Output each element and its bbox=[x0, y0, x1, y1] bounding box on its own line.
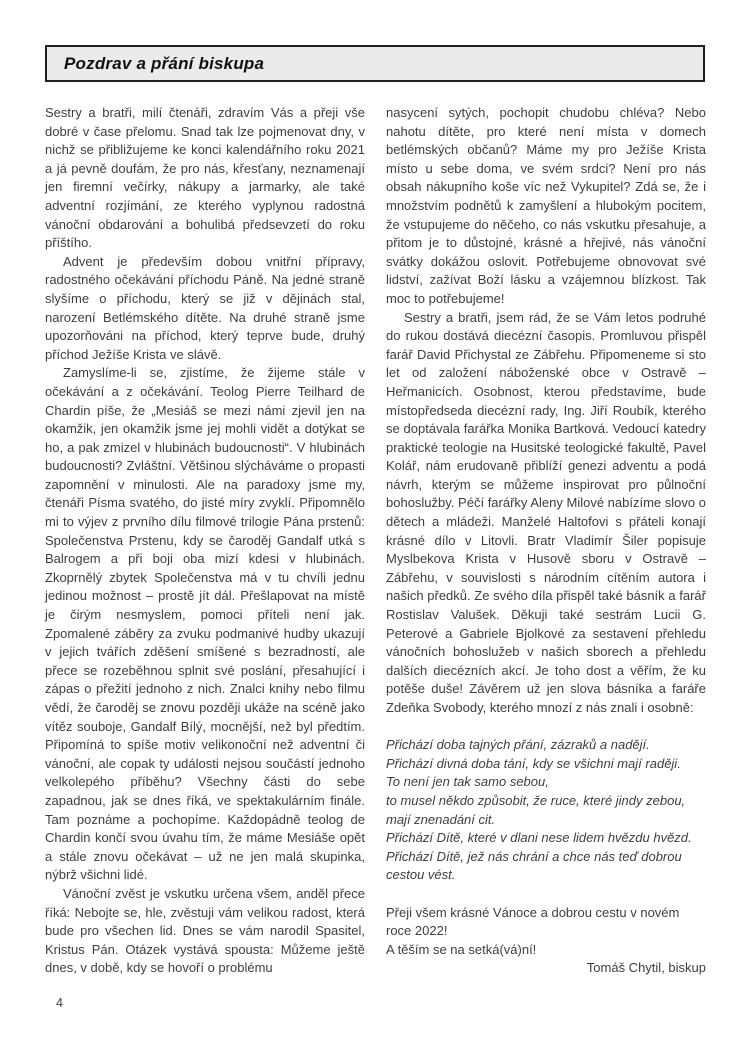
paragraph: Vánoční zvěst je vskutku určena všem, anděl přece říká: Nebojte se, hle, zvěstuji vám velikou radost, která bude pro všechen lid. Dnes se vám narodil Spasitel, Kristus Pán. Otázek vystává spousta: Můžeme ještě dnes, v době, kdy se hovoří o problému bbox=[45, 885, 365, 976]
paragraph: Zamyslíme-li se, zjistíme, že žijeme stále v očekávání a z očekávání. Teolog Pierre Teilhard de Chardin píše, že „Mesiáš se mezi námi zjevil jen na okamžik, jen okamžik jsme jej mohli vidět a dotýkat se ho, a pak zmizel v hlubinách budoucnosti“. V hlubinách budoucnosti? Zvláštní. Většinou slýcháváme o propasti zapomnění v minulosti. Ale na paradoxy jsme my, čtenáři Písma svatého, do jisté míry zvyklí. Připomnělo mi to výjev z prvního dílu filmové trilogie Pána prstenů: Společenstva Prstenu, kdy se čaroděj Gandalf utká s Balrogem a při boji oba mizí kdesi v hlubinách. Zkoprnělý zbytek Společenstva má v tu chvíli jednu jedinou možnost – prostě jít dál. Přešlapovat na místě je čirým nesmyslem, pomoci příteli není jak. Zpomalené záběry za zvuku podmanivé hudby ukazují v jejich tvářích zděšení smíšené s bezradností, ale přece se rozeběhnou splnit své poslání, přesahující i zápas o přežití jednoho z nich. Znalci knihy nebo filmu vědí, že čaroděj se znovu později ukáže na scéně jako vítěz souboje, Gandalf Bílý, mocnější, než byl předtím. Připomíná to spíše motiv velikonoční než adventní či vánoční, ale copak ty události nejsou součástí jednoho velkolepého příběhu? Všechny části do sebe zapadnou, jak se dnes říká, ve spektakulárním finále. Tam poznáme a pochopíme. Každopádně teolog de Chardin končí svou úvahu tím, že máme Mesiáše opět a stále znovu očekávat – už ne jen malá skupinka, nýbrž všichni lidé. bbox=[45, 365, 365, 883]
article-body bbox=[45, 104, 705, 978]
paragraph: Advent je především dobou vnitřní přípravy, radostného očekávání příchodu Páně. Na jedné straně slyšíme o příchodu, který se již v dějinách stal, narození Betlémského dítěte. Na druhé straně jsme upozorňováni na příchod, který teprve bude, druhý příchod Ježíše Krista ve slávě. bbox=[45, 253, 365, 362]
poem bbox=[386, 736, 706, 885]
left-column bbox=[45, 104, 365, 978]
poem-line: Přichází divná doba tání, kdy se všichni mají raději. bbox=[386, 755, 681, 771]
closing-wish: Přeji všem krásné Vánoce a dobrou cestu v novém roce 2022! bbox=[386, 904, 680, 939]
right-column bbox=[386, 104, 706, 978]
poem-line: Přichází Dítě, jež nás chrání a chce nás teď dobrou bbox=[386, 848, 682, 864]
poem-line: to musel někdo způsobit, že ruce, které jindy zebou, bbox=[386, 792, 686, 808]
signature: Tomáš Chytil, biskup bbox=[586, 960, 706, 976]
poem-line: cestou vést. bbox=[386, 867, 456, 883]
paragraph: nasycení sytých, pochopit chudobu chléva? Nebo nahotu dítěte, pro které není místa v domech betlémských občanů? Máme my pro Ježíše Krista místo u sebe doma, ve svém srdci? Není pro nás obsah nákupního koše víc než Vykupitel? Zdá se, že i množstvím podnětů k zamyšlení a hlubokým pocitem, že vstupujeme do něčeho, co nás vskutku přesahuje, a přitom je to důstojné, krásné a hřejivé, nás vánoční svátky dokážou oslovit. Potřebujeme obnovovat své lidství, zažívat Boží lásku a vzájemnou blízkost. Tak moc to potřebujeme! bbox=[386, 105, 706, 306]
poem-line: mají znenadání cit. bbox=[386, 811, 496, 827]
poem-line: Přichází doba tajných přání, zázraků a nadějí. bbox=[386, 737, 650, 753]
poem-line: Přichází Dítě, které v dlani nese lidem hvězdu hvězd. bbox=[386, 830, 692, 846]
closing-block bbox=[386, 904, 706, 978]
page-number: 4 bbox=[56, 996, 63, 1010]
closing-note: A těším se na setká(vá)ní! bbox=[386, 941, 537, 957]
poem-line: To není jen tak samo sebou, bbox=[386, 774, 549, 790]
paragraph: Sestry a bratři, milí čtenáři, zdravím Vás a přeji vše dobré v čase přelomu. Snad tak lze pojmenovat dny, v nichž se přibližujeme ke konci kalendářního roku 2021 a já pevně doufám, že pro nás, křesťany, neznamenají jen firemní večírky, nákupy a jarmarky, ale také adventní rozjímání, ze kterého vyplynou radostná vánoční obdarování a bohulibá předsevzetí do roku příštího. bbox=[45, 105, 365, 251]
section-header-box bbox=[45, 45, 705, 82]
paragraph: Sestry a bratři, jsem rád, že se Vám letos podruhé do rukou dostává diecézní časopis. Promluvou přispěl farář David Přichystal ze Zábřehu. Připomeneme si sto let od založení náboženské obce v Ostravě – Heřmanicích. Osobnost, kterou představíme, bude místopředseda diecézní rady, Ing. Jiří Roubík, kterého se doptávala farářka Monika Bartková. Vedoucí katedry praktické teologie na Husitské teologické fakultě, Pavel Kolář, nám erudovaně přiblíží genezi adventu a podá návrh, kterým se můžeme inspirovat pro půlnoční bohoslužby. Péčí farářky Aleny Milové nabízíme slovo o dětech a mládeži. Manželé Haltofovi s přáteli konají krásné dílo v Litovli. Bratr Vladimír Šiler popisuje Myslbekova Krista v Husově sboru v Ostravě – Zábřehu, v souvislosti s národním cítěním autora i našich předků. Ze svého díla přispěl také básník a farář Rostislav Valušek. Děkuji také sestrám Lucii G. Peterové a Gabriele Bjolkové za sestavení přehledu vánočních bohoslužeb v našich sborech a přehledu dalších diecézních akcí. Je toho dost a věřím, že ku potěše duše! Závěrem už jen slova básníka a faráře Zdeňka Svobody, kterého mnozí z nás znali i osobně: bbox=[386, 309, 706, 715]
section-title: Pozdrav a přání biskupa bbox=[64, 53, 265, 73]
